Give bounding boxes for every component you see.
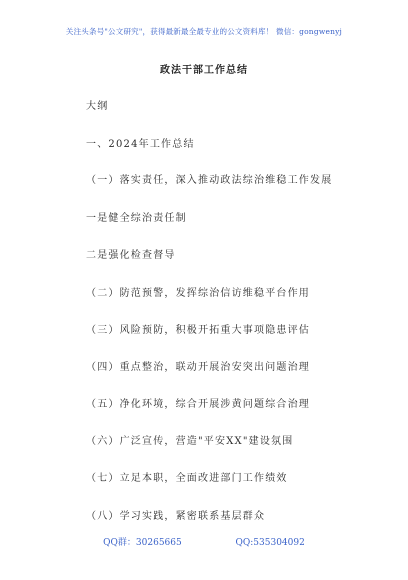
footer-contact — [0, 535, 408, 548]
outline-item: （四）重点整治，联动开展治安突出问题治理 — [86, 362, 310, 373]
outline-item: （八）学习实践，紧密联系基层群众 — [86, 511, 266, 522]
document-title: 政法干部工作总结 — [160, 65, 248, 76]
outline-item: （一）落实责任，深入推动政法综治维稳工作发展 — [86, 175, 333, 186]
outline-item: （五）净化环境，综合开展涉黄问题综合治理 — [86, 399, 310, 410]
outline-item: 一是健全综治责任制 — [86, 213, 187, 224]
outline-item: （三）风险预防，积极开拓重大事项隐患评估 — [86, 325, 310, 336]
qq-text: QQ:535304092 — [235, 538, 305, 548]
outline-item: （七）立足本职，全面改进部门工作绩效 — [86, 473, 288, 484]
outline-item: （二）防范预警，发挥综治信访维稳平台作用 — [86, 288, 310, 299]
outline-item: （六）广泛宣传，营造"平安XX"建设氛围 — [86, 436, 294, 447]
section-heading: 一、2024年工作总结 — [86, 139, 195, 150]
outline-item: 二是强化检查督导 — [86, 250, 176, 261]
outline-heading: 大纲 — [86, 101, 109, 112]
qq-group-text: QQ群：30265665 — [103, 538, 182, 548]
header-banner: 关注头条号"公文研究"，获得最新最全最专业的公文资料库！ 微信：gongwenyj — [65, 27, 343, 36]
